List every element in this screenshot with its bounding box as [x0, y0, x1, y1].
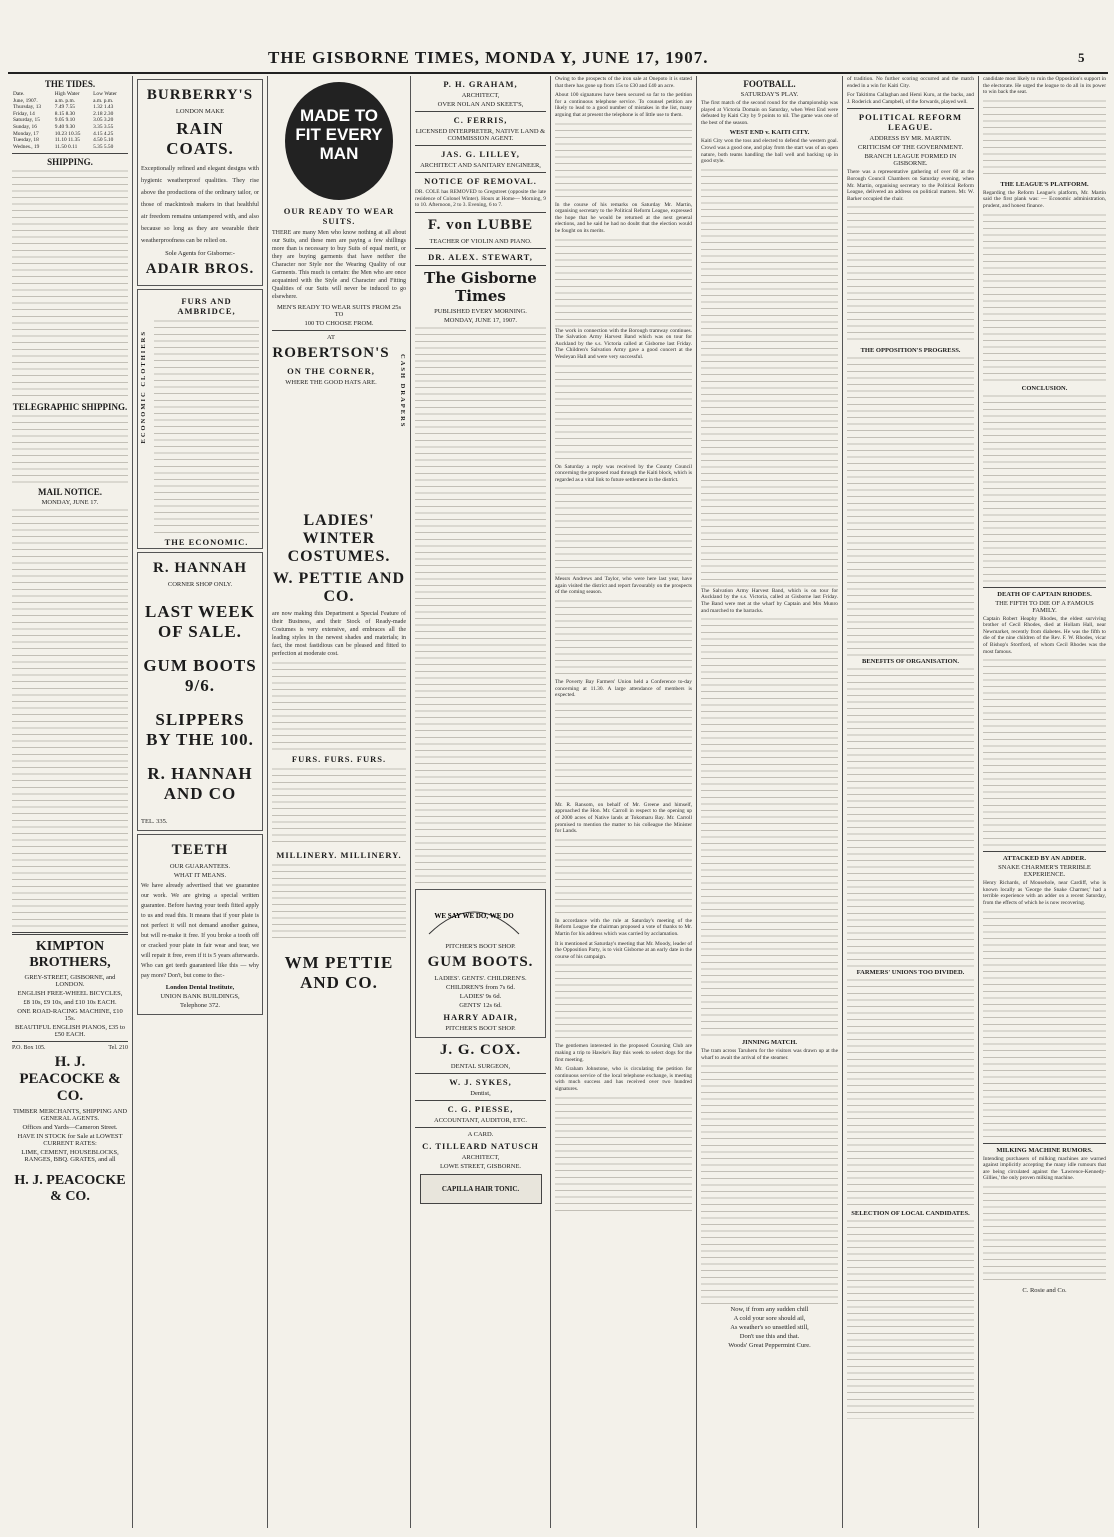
drapers-vertical: CASH DRAPERS	[399, 354, 406, 429]
table-row	[12, 131, 128, 138]
pettie-name: W. PETTIE AND CO.	[273, 570, 405, 605]
arc-text: WE SAY WE DO, WE DO	[434, 911, 514, 920]
divider	[415, 172, 546, 173]
divider	[272, 330, 406, 331]
news-text-block	[983, 213, 1106, 383]
milking-footer: C. Rosie and Co.	[1022, 1286, 1067, 1294]
table-cell: 11.50 0.11	[54, 143, 78, 150]
ready-heading: OUR READY TO WEAR SUITS.	[283, 206, 395, 226]
table-cell: 10.23 10.35	[54, 130, 81, 137]
economic-ad	[137, 289, 263, 549]
divider	[415, 1073, 546, 1074]
milking-heading: MILKING MACHINE RUMORS.	[996, 1146, 1093, 1154]
piesse-name: C. G. PIESSE,	[447, 1103, 514, 1114]
news-paragraph: Owing to the prospects of the iron sale at Onepoto it is stated that there has gone up from 15s to £30 and £40 an acre.	[555, 76, 692, 89]
kimpton-line: £8 10s, £9 10s, and £10 10s EACH.	[23, 999, 117, 1007]
football-heading: FOOTBALL.	[743, 79, 796, 89]
news-text-block	[555, 702, 692, 802]
robertson-spacer	[272, 388, 390, 508]
table-cell: Low Water	[93, 91, 117, 97]
news-paragraph: In the course of his remarks on Saturday Mr. Martin, organising secretary to the Political Reform League, expressed the hope that he would be returned at the next general elections, and he said he had no doubt that the election would be fought on its merits.	[555, 201, 692, 234]
column-1	[8, 76, 133, 1528]
peacocke-line: HAVE IN STOCK for Sale at LOWEST CURRENT RATES:	[17, 1133, 123, 1148]
table-row	[12, 91, 128, 98]
teeth-ad	[137, 834, 263, 1015]
teeth-what: WHAT IT MEANS.	[173, 872, 227, 879]
hair-tonic-ad: CAPILLA HAIR TONIC.	[420, 1174, 542, 1204]
peacocke-footer: H. J. PEACOCKE & CO.	[14, 1173, 126, 1205]
masthead	[8, 46, 1108, 74]
shipping-heading: SHIPPING.	[47, 157, 93, 168]
gum-price: CHILDREN'S from 7s 6d.	[445, 983, 516, 991]
divider	[12, 153, 128, 154]
burberry-agents: Sole Agents for Gisborne:-	[165, 250, 235, 257]
political-body: There was a representative gathering of over 60 at the Borough Council Chambers on Saturday evening, when Mr. Martin, organising secretary to the Political Reform League, delivered an address on political matters. Mr. W. Barker occupied the chair.	[847, 169, 974, 202]
lubbe-title: TEACHER OF VIOLIN AND PIANO.	[429, 237, 532, 245]
robertson-at: AT	[327, 334, 335, 341]
poem-line: A cold your sore should ail,	[733, 1315, 806, 1323]
kimpton-line: ENGLISH FREE-WHEEL BICYCLES,	[17, 990, 123, 998]
teeth-guarantee: OUR GUARANTEES.	[169, 863, 231, 870]
shipping-text-block	[12, 169, 128, 399]
ready-body: THERE are many Men who know nothing at all about our Suits, and these men are paying a few shillings more than is necessary to buy Suits of equal merit, or they are buying garments that have neither the Character nor Style nor the Wearing Quality of our Garments. This much is certain: the Men who are once acquainted with the Style and Character and Fitting Qualities of our Suits will never be induced to go elsewhere.	[272, 230, 406, 300]
divider	[983, 587, 1106, 588]
adder-body: Henry Richards, of Mousehole, near Cardiff, who is known locally as 'George the Snake Charmer,' had a terrible experience with an adder on a recent Saturday, from the effects of which he is now recovering.	[983, 880, 1106, 906]
peacocke-line: TIMBER MERCHANTS, SHIPPING AND GENERAL AGENTS.	[12, 1108, 128, 1123]
burberry-product: RAIN COATS.	[166, 119, 234, 158]
burberry-name: BURBERRY'S	[146, 87, 254, 103]
hannah-and-co: R. HANNAH AND CO	[147, 764, 253, 803]
news-paragraph: On Saturday a reply was received by the County Council concerning the proposed road through the Kaiti block, which is regarded as a vital link to future settlement in the district.	[555, 463, 692, 483]
teeth-institute: London Dental Institute,	[165, 984, 235, 991]
card-label: A CARD.	[467, 1130, 494, 1138]
graham-address: OVER NOLAN AND SKEET'S,	[437, 101, 524, 108]
news-text-block	[555, 838, 692, 918]
table-cell: 8.15 8.30	[54, 110, 75, 117]
table-row	[12, 98, 128, 105]
kimpton-name: KIMPTON BROTHERS,	[29, 939, 111, 971]
table-cell: 9.05 9.10	[54, 117, 75, 124]
football-text-block	[701, 617, 838, 1037]
burberry-make: LONDON MAKE	[175, 108, 225, 115]
peacocke-line: Offices and Yards—Cameron Street.	[22, 1124, 118, 1132]
news-text-block	[555, 963, 692, 1043]
news-paragraph: About 100 signatures have been secured so far to the petition for a continuous telephone service. To counsel petition are likely to lead to a good number of mistakes in the list, many arguing that at present the telephone is of little use to them.	[555, 92, 692, 118]
jinnings-heading: JINNING MATCH.	[741, 1039, 798, 1047]
news-paragraph: The Poverty Bay Farmers' Union held a Conference to-day concerning at 11.30. A large attendance of members is expected.	[555, 679, 692, 699]
cox-title: DENTAL SURGEON,	[450, 1062, 511, 1070]
kimpton-address: GREY-STREET, GISBORNE, and LONDON.	[24, 974, 116, 989]
masthead-title: THE GISBORNE TIMES, MONDA Y, JUNE 17, 1907.	[268, 48, 709, 67]
removal-heading: NOTICE OF REMOVAL.	[424, 176, 537, 186]
news-paragraph: For Takitimu Callaghan and Hemi Kuru, at the backs, and J. Roderick and Campbell, of the forwards, played well.	[847, 92, 974, 105]
table-row	[12, 111, 128, 118]
news-paragraph: The gentlemen interested in the proposed Coursing Club are making a trip to Hawke's Bay this week to select dogs for the first meeting.	[555, 1043, 692, 1063]
adder-sub: SNAKE CHARMER'S TERRIBLE EXPERIENCE.	[998, 864, 1091, 879]
football-paragraph: Kaiti City won the toss and elected to defend the western goal. Crowd was a good one, and play from the start was of an open nature, both teams handling the ball well and backing up in good style.	[701, 138, 838, 165]
news-paragraph: of tradition. No further scoring occurred and the match ended in a win for Kaiti City.	[847, 76, 974, 89]
column-8	[979, 76, 1110, 1528]
ferris-title: LICENSED INTERPRETER, NATIVE LAND & COMMISSION AGENT.	[415, 128, 546, 142]
gum-price: LADIES' 9s 6d.	[459, 992, 502, 1000]
table-cell: 4.15 4.25	[93, 130, 114, 137]
table-cell: Friday, 14	[13, 110, 35, 117]
table-row	[12, 104, 128, 111]
news-text-block	[983, 658, 1106, 848]
column-4	[411, 76, 551, 1528]
political-heading: POLITICAL REFORM LEAGUE.	[858, 112, 963, 133]
table-cell: High Water	[54, 91, 80, 97]
table-cell: Date.	[13, 91, 25, 97]
opposition-heading: THE OPPOSITION'S PROGRESS.	[860, 347, 961, 355]
peacocke-name: H. J. PEACOCKE & CO.	[19, 1054, 121, 1105]
news-paragraph: It is mentioned at Saturday's meeting that Mr. Moody, leader of the Opposition Party, is to visit Gisborne at an early date in the course of his campaign.	[555, 940, 692, 960]
lubbe-name: F. von LUBBE	[427, 216, 534, 233]
pitcher-shop: PITCHER'S BOOT SHOP.	[445, 1024, 516, 1032]
slippers-offer: SLIPPERS BY THE 100.	[146, 710, 254, 749]
news-text-block	[983, 99, 1106, 179]
ready-choose: 100 TO CHOOSE FROM.	[304, 320, 374, 327]
football-paragraph: The Salvation Army Harvest Band, which is on tour for Auckland by the s.s. Victoria, called at Gisborne last Friday. The Band were met at the wharf by Captain and Mrs Munro and marched to the barracks.	[701, 587, 838, 614]
news-paragraph: Mr. R. Ransom, on behalf of Mr. Greene and himself, approached the Hon. Mr. Carroll in respect to the opening up of 2000 acres of Native lands at Tokomaru Bay. Mr. Carroll promised to mention the matter to his colleague the Minister for Lands.	[555, 801, 692, 835]
news-text-block	[983, 1185, 1106, 1285]
divider	[415, 212, 546, 213]
death-body: Captain Robert Heaphy Rhodes, the eldest surviving brother of Cecil Rhodes, died at Hollam Hall, near Newmarket, recently from diabetes. He was the fifth to die of the nine children of the Rev. F. W. Rhodes, vicar of Bishop's Stortford, of whom Cecil Rhodes was the most famous.	[983, 615, 1106, 655]
column-5	[551, 76, 697, 1528]
table-row	[12, 117, 128, 124]
political-text-block	[847, 356, 974, 656]
column-6	[697, 76, 843, 1528]
football-text-block	[701, 1064, 838, 1304]
tillard-address: LOWE STREET, GISBORNE.	[439, 1162, 522, 1170]
table-cell: a.m. p.m.	[93, 97, 114, 104]
hannah-corner: CORNER SHOP ONLY.	[167, 581, 233, 588]
pitcher-shop-label: PITCHER'S BOOT SHOP.	[445, 942, 516, 950]
westend-heading: WEST END v. KAITI CITY.	[729, 129, 810, 137]
kimpton-line: ONE ROAD-RACING MACHINE, £10 15s.	[17, 1008, 123, 1023]
graham-name: P. H. GRAHAM,	[443, 79, 518, 89]
pettie-body: are now making this Department a Special Feature of their Business, and their Stock of Ready-made Costumes is very extensive, and embraces all the leading styles in the newest shades and materials; in fact, the most fastidious can be pleased and fitted to perfection at moderate cost.	[272, 611, 406, 657]
table-cell: 1.32 1.43	[93, 104, 114, 111]
burberry-body: Exceptionally refined and elegant designs with hygienic weatherproof qualities. They rise above the productions of the ordinary tailor, or those of mackintosh makers in that healthful air freedom remains untampered with, and also because so long as they are wearable their weatherproofness can be relied on.	[141, 165, 259, 244]
news-paragraph: Mr. Graham Johnstone, who is circulating the petition for continuous service of the local telephone exchange, is meeting with much success and has received over two hundred signatures.	[555, 1066, 692, 1092]
divider	[12, 932, 128, 935]
divider	[415, 111, 546, 112]
political-sub: CRITICISM OF THE GOVERNMENT.	[857, 144, 964, 152]
table-cell: 11.10 11.35	[54, 137, 80, 144]
political-text-block	[847, 1219, 974, 1419]
table-cell: a.m. p.m.	[54, 97, 75, 104]
column-3	[268, 76, 411, 1528]
teeth-buildings: UNION BANK BUILDINGS,	[160, 993, 240, 1000]
news-text-block	[555, 122, 692, 202]
death-sub: THE FIFTH TO DIE OF A FAMOUS FAMILY.	[995, 599, 1094, 614]
divider	[12, 1041, 128, 1042]
news-text-block	[555, 599, 692, 679]
selection-heading: SELECTION OF LOCAL CANDIDATES.	[851, 1210, 970, 1218]
teeth-telephone: Telephone 372.	[180, 1002, 220, 1009]
milking-body: Intending purchasers of milking machines are warned against implicitly accepting the many idle rumours that are being circulated against the 'Lawrence-Kennedy-Gillies,' the only proven milking machine.	[983, 1155, 1106, 1182]
conclusion-heading: CONCLUSION.	[1021, 384, 1068, 392]
political-text-block	[847, 205, 974, 345]
gum-boots-heading: GUM BOOTS.	[427, 953, 534, 970]
hannah-name: R. HANNAH	[153, 560, 247, 576]
football-paragraph: The tram across Taruheru for the visitors was drawn up at the wharf to await the arrival of the steamer.	[701, 1048, 838, 1061]
table-cell: 2.18 2.30	[93, 110, 114, 117]
robertson-corner: ON THE CORNER,	[287, 366, 375, 376]
ready-price: MEN'S READY TO WEAR SUITS FROM 25s TO	[276, 304, 402, 318]
robertson-ad	[272, 334, 406, 508]
football-paragraph: The first match of the second round for the championship was played at Victoria Domain on Saturday, when West End were defeated by Kaiti City by 9 points to nil. The game was one of the best of the season.	[701, 100, 838, 126]
tides-table	[12, 91, 128, 150]
gum-boots-sub: LADIES'. GENTS'. CHILDREN'S.	[434, 974, 527, 982]
divider	[415, 1100, 546, 1101]
furs-heading: FURS AND AMBRIDCE,	[177, 296, 236, 316]
political-text-block	[847, 667, 974, 967]
made-to-fit-emblem	[285, 82, 393, 200]
pitcher-ad	[415, 889, 546, 1038]
emblem-text: MADE TO FIT EVERY MAN	[295, 106, 383, 163]
table-row	[12, 144, 128, 151]
table-cell: 3.05 3.20	[93, 117, 114, 124]
economic-text-block	[154, 319, 259, 534]
ferris-name: C. FERRIS,	[453, 115, 508, 125]
table-cell: 7.49 7.55	[54, 104, 75, 111]
farmers-heading: FARMERS' UNIONS TOO DIVIDED.	[856, 969, 965, 977]
poem-line: Now, if from any sudden chill	[730, 1306, 809, 1314]
millinery-text-block	[272, 863, 406, 943]
platform-heading: THE LEAGUE'S PLATFORM.	[1000, 180, 1089, 188]
po-box: P.O. Box 105.	[12, 1045, 46, 1052]
graham-title: ARCHITECT,	[461, 92, 500, 99]
divider	[415, 248, 546, 249]
hannah-ad	[137, 552, 263, 831]
page-number: 5	[1078, 50, 1085, 65]
harry-adair: HARRY ADAIR,	[443, 1011, 518, 1022]
news-text-block	[555, 486, 692, 576]
table-row	[12, 124, 128, 131]
furs-heading: FURS. FURS. FURS.	[291, 754, 387, 764]
pettie-text-block	[272, 661, 406, 751]
economic-footer: THE ECONOMIC.	[164, 537, 249, 547]
table-cell: June, 1907.	[13, 97, 38, 104]
adair-name: ADAIR BROS.	[145, 261, 255, 277]
news-paragraph: The work in connection with the Borough tramway continues. The Salvation Army Harvest Band which was on tour for Auckland by the s.s. Victoria called at Gisborne last Friday. The Children's Salvation Army gave a good concert at the Wesleyan Hall and were very successful.	[555, 327, 692, 360]
news-text-block	[555, 1096, 692, 1216]
political-text-block	[847, 978, 974, 1208]
divider	[415, 265, 546, 266]
sykes-name: W. J. SYKES,	[449, 1076, 512, 1087]
kimpton-line: BEAUTIFUL ENGLISH PIANOS, £35 to £50 EACH.	[14, 1024, 126, 1039]
table-row	[12, 137, 128, 144]
poem-line: As weather's so unsettled still,	[730, 1324, 809, 1332]
table-cell: Wednes., 19	[13, 143, 40, 150]
news-text-block	[983, 910, 1106, 1140]
removal-body: DR. COLE has REMOVED to Gregstreet (opposite the late residence of Colonel Winter). Hours at Home— Morning, 9 to 10. Afternoon, 2 to 3. Evening, 6 to 7.	[415, 189, 546, 209]
lilley-name: JAS. G. LILLEY,	[441, 149, 520, 159]
gumboot-arc-graphic	[419, 896, 529, 936]
table-cell: Tuesday, 18	[13, 137, 39, 144]
tillard-name: C. TILLEARD NATUSCH	[422, 1140, 539, 1151]
telephone: Tel. 210	[108, 1045, 128, 1052]
table-cell: Monday, 17	[13, 130, 39, 137]
table-cell: 3.35 3.55	[93, 123, 114, 130]
divider	[983, 1143, 1106, 1144]
peacocke-contact	[12, 1045, 128, 1051]
ladies-heading: LADIES' WINTER COSTUMES.	[287, 512, 391, 565]
wm-pettie: WM PETTIE AND CO.	[284, 953, 394, 992]
teeth-body: We have already advertised that we guarantee our work. We are giving a special written guarantee. Before having your teeth fitted apply to us and read this. It means that if your plate is not perfect it will not demand another guinea, but will re-make it free. If you broke a tooth off or cracked your plate in fair wear and tear, we will repair it free, even if it is 5 years afterwards. Who can get teeth guaranteed like this — why pay more? Don't, but come to the:-	[141, 883, 259, 979]
poem-line: Woods' Great Peppermint Cure.	[728, 1342, 811, 1350]
tillard-title: ARCHITECT,	[461, 1153, 500, 1161]
football-text-block	[701, 168, 838, 588]
news-text-block	[555, 238, 692, 328]
divider	[415, 145, 546, 146]
divider	[983, 851, 1106, 852]
economic-vertical: ECONOMIC CLOTHIERS	[140, 330, 147, 444]
news-text-block	[555, 364, 692, 464]
death-heading: DEATH OF CAPTAIN RHODES.	[997, 590, 1092, 598]
robertson-tagline: WHERE THE GOOD HATS ARE.	[285, 379, 377, 386]
hannah-tel: TEL. 335.	[141, 818, 168, 825]
table-cell: 4.50 5.10	[93, 137, 114, 144]
furs-text-block	[272, 767, 406, 847]
gisborne-times-published: PUBLISHED EVERY MORNING.	[434, 307, 527, 315]
poem-line: Don't use this and that.	[739, 1333, 800, 1341]
football-sub: SATURDAY'S PLAY.	[740, 91, 799, 98]
divider	[847, 108, 974, 109]
platform-body: Regarding the Reform League's platform, Mr. Martin said the first plank was: — Economic administration, prudent, and honest finance.	[983, 189, 1106, 209]
adder-heading: ATTACKED BY AN ADDER.	[1003, 855, 1086, 863]
burberry-ad	[137, 79, 263, 286]
mail-heading: MAIL NOTICE.	[37, 487, 102, 498]
divider	[415, 1127, 546, 1128]
gisborne-times-date: MONDAY, JUNE 17, 1907.	[444, 316, 517, 324]
mail-text-block	[12, 508, 128, 928]
last-week-sale: LAST WEEK OF SALE.	[145, 602, 255, 641]
piesse-title: ACCOUNTANT, AUDITOR, ETC.	[434, 1116, 527, 1124]
stewart-name: DR. ALEX. STEWART,	[428, 251, 533, 262]
news-paragraph: candidate most likely to ruin the Opposition's support in the electorate. He urged the league to do all in its power to win back the seat.	[983, 76, 1106, 96]
sykes-title: Dentist,	[470, 1089, 491, 1097]
cox-name: J. G. COX.	[439, 1041, 522, 1058]
news-paragraph: In accordance with the rule at Saturday's meeting of the Reform League the chairman proposed a vote of thanks to Mr. Martin for his address which was carried by acclamation.	[555, 917, 692, 937]
column-2	[133, 76, 268, 1528]
mail-date: MONDAY, JUNE 17.	[41, 499, 99, 507]
lilley-title: ARCHITECT AND SANITARY ENGINEER,	[420, 162, 541, 169]
gum-price: GENTS' 12s 6d.	[459, 1001, 502, 1009]
tides-heading: THE TIDES.	[44, 79, 96, 89]
gisborne-times-logo: The Gisborne Times	[424, 268, 537, 305]
peacocke-line: LIME, CEMENT, HOUSEBLOCKS, RANGES, BBQ. GRATES, and all	[21, 1149, 119, 1164]
news-paragraph: Messrs Andrews and Taylor, who were here last year, have again visited the district and report favourably on the prospects of the coming season.	[555, 576, 692, 596]
table-cell: Thursday, 13	[13, 104, 42, 111]
telegraphic-text-block	[12, 414, 128, 484]
news-text-block	[983, 394, 1106, 584]
table-cell: Saturday, 15	[13, 117, 40, 124]
telegraphic-heading: TELEGRAPHIC SHIPPING.	[12, 402, 128, 413]
table-cell: 5.35 5.50	[93, 143, 114, 150]
millinery-heading: MILLINERY. MILLINERY.	[276, 850, 402, 860]
editorial-text-block	[415, 326, 546, 886]
column-7	[843, 76, 979, 1528]
robertson-name: ROBERTSON'S	[272, 345, 390, 361]
political-sub: ADDRESS BY MR. MARTIN.	[869, 135, 952, 143]
teeth-heading: TEETH	[171, 842, 229, 858]
table-cell: 9.40 9.30	[54, 123, 75, 130]
benefits-heading: BENEFITS OF ORGANISATION.	[862, 658, 959, 666]
table-cell: Sunday, 16	[13, 123, 37, 130]
gum-boots-price: GUM BOOTS 9/6.	[143, 656, 257, 695]
political-sub: BRANCH LEAGUE FORMED IN GISBORNE.	[864, 153, 957, 168]
